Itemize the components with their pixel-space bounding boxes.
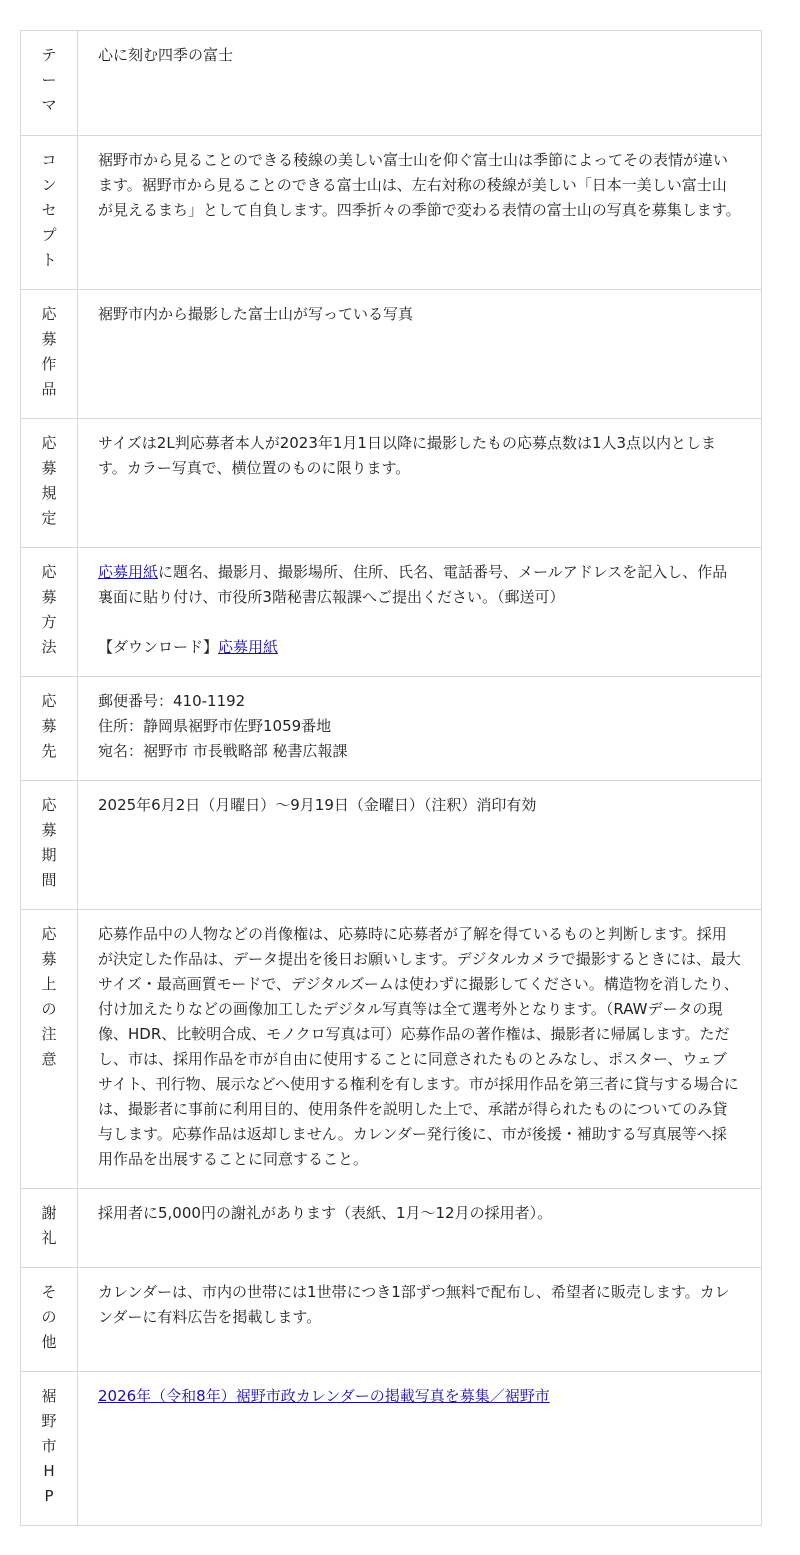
label-char: 意 [41, 1050, 57, 1068]
row-entry-period [21, 781, 762, 910]
row-entry-works [21, 290, 762, 419]
city-homepage-link[interactable]: 2026年（令和8年）裾野市政カレンダーの掲載写真を募集／裾野市 [98, 1387, 550, 1405]
label-char: 募 [41, 821, 57, 839]
theme-value: 心に刻む四季の富士 [78, 31, 762, 136]
row-label [21, 290, 78, 419]
notes-value: 応募作品中の人物などの肖像権は、応募時に応募者が了解を得ているものと判断します。採用が決定した作品は、データ提出を後日お願いします。デジタルカメラで撮影するときには、最大サイズ・最高画質モードで、デジタルズームは使わずに撮影してください。構造物を消したり、付け加えたりなどの画像加工したデジタル写真等は全て選考外となります。（RAWデータの現像、HDR、比較明合成、モノクロ写真は可）応募作品の著作権は、撮影者に帰属します。ただし、市は、採用作品を市が自由に使用することに同意されたものとみなし、ポスター、ウェブサイト、刊行物、展示などへ使用する権利を有します。市が採用作品を第三者に貸与する場合には、撮影者に事前に利用目的、使用条件を説明した上で、承諾が得られたものについてのみ貸与します。応募作品は返却しません。カレンダー発行後に、市が後援・補助する写真展等へ採用作品を出展することに同意すること。 [78, 910, 762, 1189]
row-label [21, 1268, 78, 1372]
row-label [21, 781, 78, 910]
label-char: 期 [41, 846, 57, 864]
label-char: P [44, 1487, 54, 1505]
label-char: 作 [41, 355, 57, 373]
row-theme [21, 31, 762, 136]
label-char: テ [41, 46, 57, 64]
label-char: プ [41, 226, 57, 244]
label-char: 応 [41, 796, 57, 814]
row-label [21, 136, 78, 290]
label-char: の [41, 1308, 57, 1326]
label-char: 募 [41, 459, 57, 477]
label-char: 応 [41, 434, 57, 452]
label-char: の [41, 1000, 57, 1018]
postal-code: 郵便番号：410-1192 [98, 692, 246, 710]
row-label [21, 677, 78, 781]
submission-address-value [78, 677, 762, 781]
label-char: そ [41, 1283, 57, 1301]
row-entry-method [21, 548, 762, 677]
label-char: 間 [41, 871, 57, 889]
entry-method-value [78, 548, 762, 677]
row-notes [21, 910, 762, 1189]
label-char: 応 [41, 925, 57, 943]
label-char: 募 [41, 330, 57, 348]
row-label [21, 1372, 78, 1526]
addressee: 宛名：裾野市 市長戦略部 秘書広報課 [98, 742, 348, 760]
label-char: 品 [41, 380, 57, 398]
recruitment-info-table [20, 30, 762, 1526]
label-char: 募 [41, 588, 57, 606]
spacer [98, 610, 741, 635]
label-char: 謝 [41, 1204, 57, 1222]
label-char: 先 [41, 742, 57, 760]
label-char: 他 [41, 1333, 57, 1351]
homepage-value [78, 1372, 762, 1526]
entry-form-download-link[interactable]: 応募用紙 [218, 638, 279, 656]
row-label [21, 1189, 78, 1268]
row-reward [21, 1189, 762, 1268]
concept-value: 裾野市から見ることのできる稜線の美しい富士山を仰ぐ富士山は季節によってその表情が違います。裾野市から見ることのできる富士山は、左右対称の稜線が美しい「日本一美しい富士山が見えるまち」として自負します。四季折々の季節で変わる表情の富士山の写真を募集します。 [78, 136, 762, 290]
address: 住所：静岡県裾野市佐野1059番地 [98, 717, 332, 735]
entry-works-value: 裾野市内から撮影した富士山が写っている写真 [78, 290, 762, 419]
label-char: 裾 [41, 1387, 57, 1405]
label-char: 礼 [41, 1229, 57, 1247]
label-char: 方 [41, 613, 57, 631]
label-char: 定 [41, 509, 57, 527]
row-homepage [21, 1372, 762, 1526]
label-char: 法 [41, 638, 57, 656]
row-label [21, 910, 78, 1189]
download-prefix: 【ダウンロード】 [98, 638, 219, 656]
row-label [21, 548, 78, 677]
label-char: コ [41, 151, 57, 169]
row-concept [21, 136, 762, 290]
entry-form-link[interactable]: 応募用紙 [98, 563, 159, 581]
label-char: 野 [41, 1412, 57, 1430]
entry-rules-value: サイズは2L判応募者本人が2023年1月1日以降に撮影したもの応募点数は1人3点以内とします。カラー写真で、横位置のものに限ります。 [78, 419, 762, 548]
label-char: 市 [41, 1437, 57, 1455]
label-char: 応 [41, 563, 57, 581]
other-value: カレンダーは、市内の世帯には1世帯につき1部ずつ無料で配布し、希望者に販売します。カレンダーに有料広告を掲載します。 [78, 1268, 762, 1372]
label-char: マ [41, 96, 57, 114]
label-char: 募 [41, 717, 57, 735]
row-other [21, 1268, 762, 1372]
label-char: ー [41, 71, 57, 89]
entry-method-text: に題名、撮影月、撮影場所、住所、氏名、電話番号、メールアドレスを記入し、作品裏面に貼り付け、市役所3階秘書広報課へご提出ください。（郵送可） [98, 563, 728, 606]
label-char: 注 [41, 1025, 57, 1043]
row-label [21, 419, 78, 548]
row-entry-rules [21, 419, 762, 548]
entry-period-value: 2025年6月2日（月曜日）〜9月19日（金曜日）（注釈）消印有効 [78, 781, 762, 910]
label-char: H [43, 1462, 55, 1480]
label-char: 規 [41, 484, 57, 502]
label-char: ン [41, 176, 57, 194]
row-submission-address [21, 677, 762, 781]
label-char: セ [41, 201, 57, 219]
label-char: 募 [41, 950, 57, 968]
label-char: 応 [41, 692, 57, 710]
label-char: ト [41, 251, 57, 269]
label-char: 上 [41, 975, 57, 993]
row-label [21, 31, 78, 136]
reward-value: 採用者に5,000円の謝礼があります（表紙、1月〜12月の採用者）。 [78, 1189, 762, 1268]
label-char: 応 [41, 305, 57, 323]
